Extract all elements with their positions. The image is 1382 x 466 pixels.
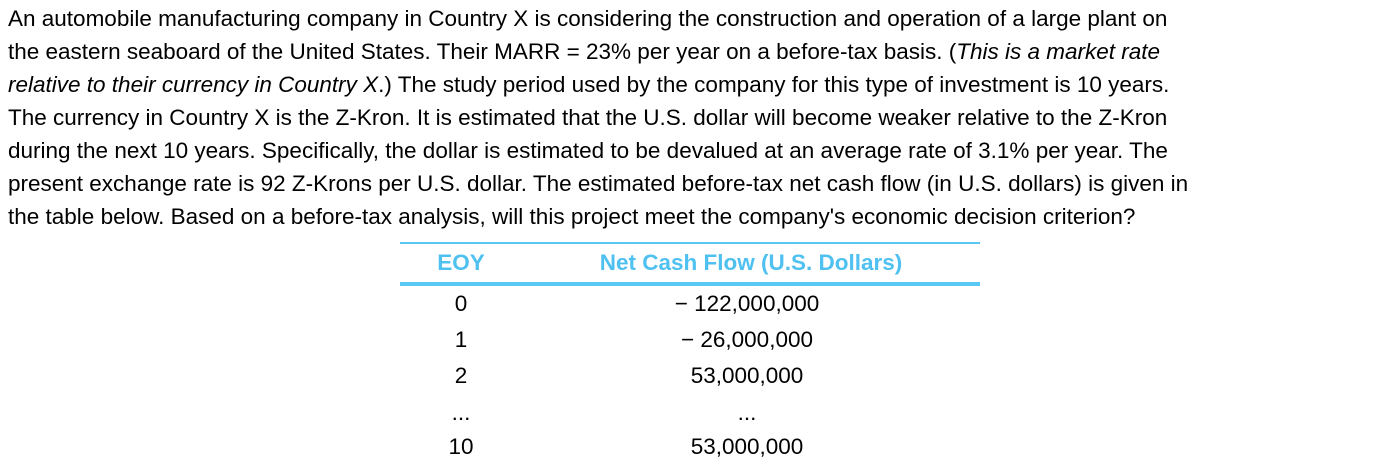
table-row <box>400 286 980 322</box>
problem-line <box>8 2 1380 35</box>
problem-line <box>8 167 1380 200</box>
cell-eoy: 0 <box>454 291 468 316</box>
problem-text: The currency in Country X is the Z-Kron. It is estimated that the U.S. dollar will become weaker relative to the Z-Kron <box>8 105 1168 130</box>
cell-eoy: 10 <box>448 434 474 459</box>
problem-text: An automobile manufacturing company in Country X is considering the construction and operation of a large plant on <box>8 6 1168 31</box>
problem-line <box>8 101 1380 134</box>
problem-line <box>8 134 1380 167</box>
cell-net-cash-flow: 53,000,000 <box>690 434 804 459</box>
problem-text-italic: This is a market rate <box>956 39 1161 64</box>
problem-text-italic: relative to their currency in Country X <box>8 72 379 97</box>
cell-net-cash-flow: − 122,000,000 <box>674 291 820 316</box>
problem-text: the table below. Based on a before-tax analysis, will this project meet the company's economic decision criterion? <box>8 204 1136 229</box>
cell-eoy: 2 <box>454 363 468 388</box>
column-header-net-cash-flow: Net Cash Flow (U.S. Dollars) <box>599 250 903 275</box>
problem-line <box>8 200 1380 233</box>
cell-net-cash-flow: 53,000,000 <box>690 363 804 388</box>
cell-eoy: 1 <box>454 327 468 352</box>
problem-text: the eastern seaboard of the United States. Their MARR = 23% per year on a before-tax basis. ( <box>8 39 957 64</box>
cell-eoy: ... <box>451 400 471 425</box>
table-row <box>400 429 980 465</box>
table-row <box>400 395 980 431</box>
problem-text: present exchange rate is 92 Z-Krons per U.S. dollar. The estimated before-tax net cash flow (in U.S. dollars) is given in <box>8 171 1189 196</box>
table-row <box>400 322 980 358</box>
problem-text: during the next 10 years. Specifically, the dollar is estimated to be devalued at an average rate of 3.1% per year. The <box>8 138 1168 163</box>
problem-line <box>8 68 1380 101</box>
problem-statement <box>8 2 1380 233</box>
cell-net-cash-flow: − 26,000,000 <box>680 327 813 352</box>
column-header-eoy: EOY <box>437 250 485 275</box>
problem-line <box>8 35 1380 68</box>
cell-net-cash-flow: ... <box>737 400 757 425</box>
table-top-rule <box>400 242 980 244</box>
table-row <box>400 358 980 394</box>
problem-text: .) The study period used by the company for this type of investment is 10 years. <box>378 72 1170 97</box>
